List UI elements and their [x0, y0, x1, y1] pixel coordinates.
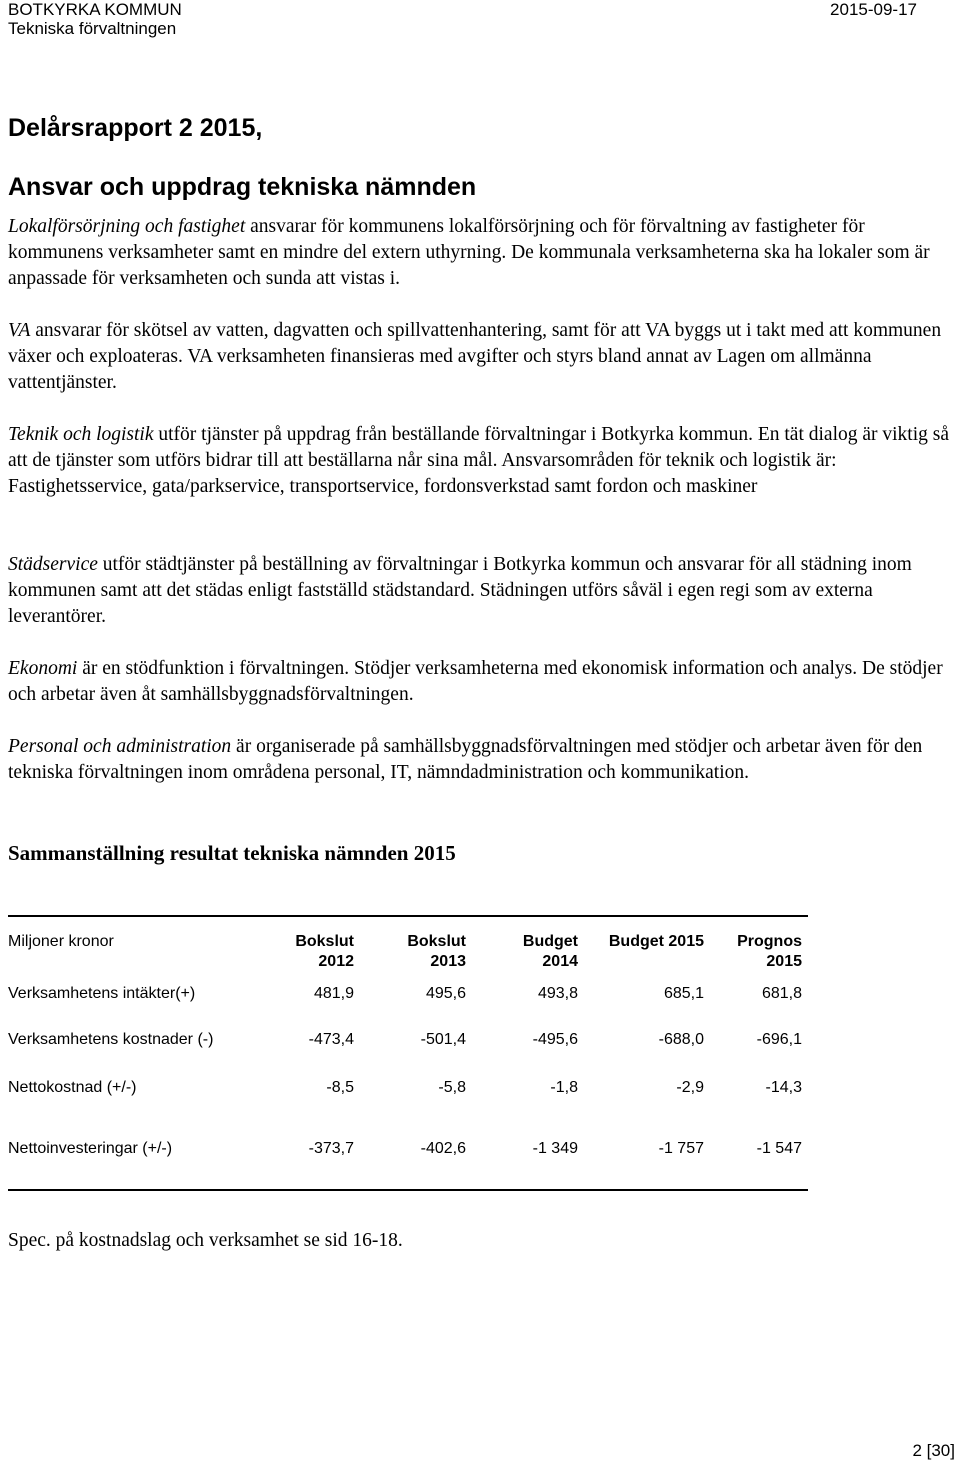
column-header-line1: Prognos	[737, 933, 802, 950]
column-header	[360, 932, 466, 972]
table-row-label: Nettokostnad (+/-)	[8, 1079, 137, 1096]
footnote: Spec. på kostnadslag och verksamhet se sid 16-18.	[8, 1230, 403, 1251]
column-header	[472, 932, 578, 972]
paragraph-personal-administration	[8, 734, 953, 786]
table-cell: -2,9	[676, 1079, 704, 1096]
column-header-line1: Bokslut	[407, 933, 466, 950]
column-header-line1: Bokslut	[295, 933, 354, 950]
table-unit-label: Miljoner kronor	[8, 933, 114, 950]
header-organization: BOTKYRKA KOMMUN	[8, 0, 182, 19]
paragraph-term: Städservice	[8, 554, 98, 575]
table-cell: 681,8	[761, 985, 802, 1002]
page-number: 2 [30]	[912, 1441, 955, 1460]
table-top-rule	[8, 915, 808, 917]
column-header	[584, 932, 704, 952]
paragraph-term: Personal och administration	[8, 736, 232, 757]
column-header-line1: Budget	[522, 933, 578, 950]
table-cell: -1 547	[756, 1140, 802, 1157]
paragraph-text: är organiserade på samhällsbyggnadsförvaltningen med stödjer och arbetar även för den tekniska förvaltningen inom områdena personal, IT, nämndadministration och kommunikation.	[8, 736, 923, 783]
paragraph-text: utför tjänster på uppdrag från beställande förvaltningar i Botkyrka kommun. En tät dialog är viktig så att de tjänster som utförs bidrar till att beställarna når sina mål. Ansvarsområden för teknik och logistik är: Fastighetsservice, gata/parkservice, transportservice, fordonsverkstad samt fordon och maskiner	[8, 424, 950, 497]
table-cell: -14,3	[765, 1079, 802, 1096]
paragraph-lokalforsorjning	[8, 214, 953, 292]
table-cell: -1,8	[550, 1079, 578, 1096]
column-header-line2: 2015	[766, 953, 802, 970]
paragraph-text: ansvarar för kommunens lokalförsörjning och för förvaltning av fastigheter för kommunens verksamheter samt en mindre del extern uthyrning. De kommunala verksamheterna ska ha lokaler som är anpassade för verksamheten och sunda att vistas i.	[8, 216, 930, 289]
paragraph-term: VA	[8, 320, 31, 341]
paragraph-text: är en stödfunktion i förvaltningen. Stödjer verksamheterna med ekonomisk information och analys. De stödjer och arbetar även åt samhällsbyggnadsförvaltningen.	[8, 658, 943, 705]
column-header-line2: 2012	[318, 953, 354, 970]
header-department: Tekniska förvaltningen	[8, 19, 177, 38]
paragraph-text: utför städtjänster på beställning av förvaltningar i Botkyrka kommun och ansvarar för all städning inom kommunen samt att det städas enligt fastställd städstandard. Städningen utförs såväl i egen regi som av externa leverantörer.	[8, 554, 912, 627]
table-cell: -1 757	[658, 1140, 704, 1157]
table-cell: -495,6	[532, 1031, 578, 1048]
paragraph-term: Teknik och logistik	[8, 424, 154, 445]
table-cell: -1 349	[532, 1140, 578, 1157]
paragraph-term: Ekonomi	[8, 658, 78, 679]
column-header	[248, 932, 354, 972]
table-cell: -5,8	[438, 1079, 466, 1096]
table-bottom-rule	[8, 1189, 808, 1191]
table-row-label: Verksamhetens kostnader (-)	[8, 1031, 214, 1048]
document-title: Delårsrapport 2 2015,	[8, 114, 263, 142]
table-cell: -8,5	[326, 1079, 354, 1096]
column-header-line2: 2013	[430, 953, 466, 970]
table-cell: -501,4	[420, 1031, 466, 1048]
paragraph-term: Lokalförsörjning och fastighet	[8, 216, 246, 237]
table-cell: -402,6	[420, 1140, 466, 1157]
paragraph-va	[8, 318, 953, 396]
table-cell: -473,4	[308, 1031, 354, 1048]
column-header	[708, 932, 802, 972]
table-cell: 495,6	[425, 985, 466, 1002]
header-date: 2015-09-17	[830, 0, 917, 19]
table-cell: 481,9	[313, 985, 354, 1002]
table-cell: 685,1	[663, 985, 704, 1002]
table-cell: -696,1	[756, 1031, 802, 1048]
column-header-line1: Budget 2015	[608, 933, 704, 950]
paragraph-ekonomi	[8, 656, 953, 708]
table-row-label: Verksamhetens intäkter(+)	[8, 985, 196, 1002]
table-cell: -373,7	[308, 1140, 354, 1157]
section-title: Ansvar och uppdrag tekniska nämnden	[8, 173, 477, 201]
table-cell: 493,8	[537, 985, 578, 1002]
paragraph-teknik-logistik	[8, 422, 953, 500]
table-row-label: Nettoinvesteringar (+/-)	[8, 1140, 173, 1157]
table-cell: -688,0	[658, 1031, 704, 1048]
paragraph-stadservice	[8, 552, 953, 630]
paragraph-text: ansvarar för skötsel av vatten, dagvatten och spillvattenhantering, samt för att VA byggs ut i takt med att kommunen växer och exploateras. VA verksamheten finansieras med avgifter och styrs bland annat av Lagen om allmänna vattentjänster.	[8, 320, 942, 393]
summary-heading: Sammanställning resultat tekniska nämnden 2015	[8, 841, 456, 865]
column-header-line2: 2014	[542, 953, 578, 970]
